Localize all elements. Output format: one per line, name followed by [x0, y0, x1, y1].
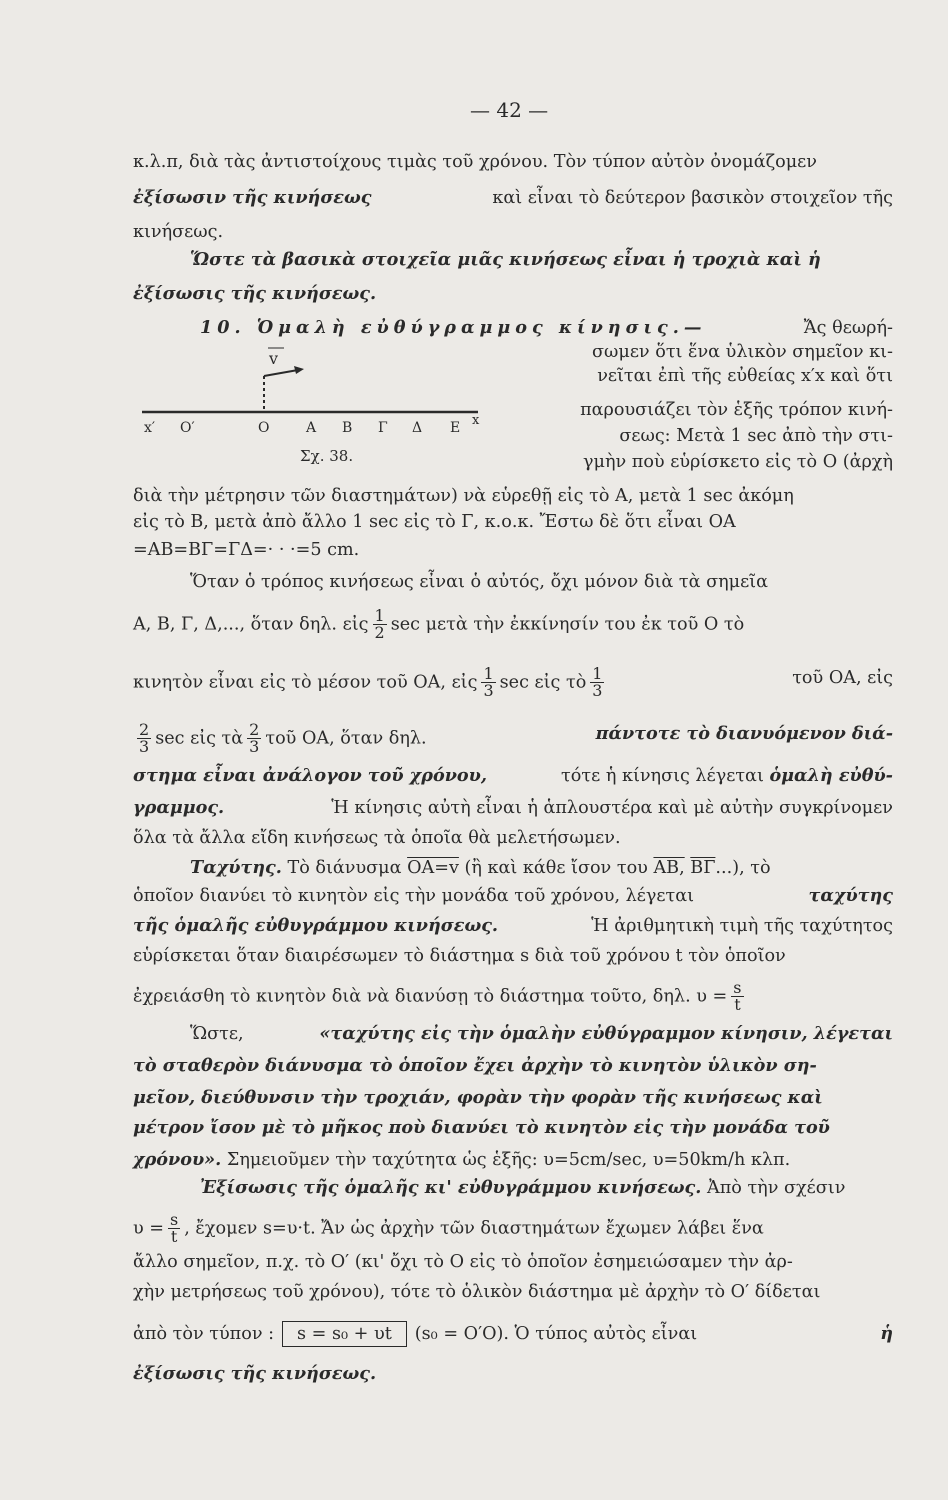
text-line: χρόνου». Σημειοῦμεν τὴν ταχύτητα ὡς ἑξῆς: υ=5cm/sec, υ=50km/h κλπ.: [133, 1149, 791, 1170]
label-B: Β: [342, 420, 353, 436]
label-O-prime: Ο′: [180, 420, 195, 436]
text-line: μέτρον ἴσον μὲ τὸ μῆκος ποὺ διανύει τὸ κινητὸν εἰς τὴν μονάδα τοῦ: [133, 1117, 830, 1138]
text-line: υ = $\frac{s}{t}$ , ἔχομεν s=υ·t. Ἄν ὡς ἀρχὴν τῶν διαστημάτων ἔχωμεν λάβει ἕνα: [133, 1210, 764, 1246]
label-x: x: [472, 413, 480, 428]
text-line: σωμεν ὅτι ἕνα ὑλικὸν σημεῖον κι-: [592, 342, 893, 362]
text-line: γμὴν ποὺ εὑρίσκετο εἰς τὸ Ο (ἀρχὴ: [583, 452, 893, 472]
label-x-prime: x′: [144, 420, 156, 436]
text-line: εἰς τὸ Β, μετὰ ἀπὸ ἄλλο 1 sec εἰς τὸ Γ, κ.ο.κ. Ἔστω δὲ ὅτι εἶναι ΟΑ: [133, 512, 736, 532]
text-line: Ἐξίσωσις τῆς ὁμαλῆς κι' εὐθυγράμμου κινήσεως. Ἀπὸ τὴν σχέσιν: [200, 1177, 846, 1198]
text-line: =ΑΒ=ΒΓ=ΓΔ=· · ·=5 cm.: [133, 540, 360, 560]
text-line: διὰ τὴν μέτρησιν τῶν διαστημάτων) νὰ εὑρεθῇ εἰς τὸ Α, μετὰ 1 sec ἀκόμη: [133, 486, 794, 506]
text-line: ἐξίσωσιν τῆς κινήσεως καὶ εἶναι τὸ δεύτερον βασικὸν στοιχεῖον τῆς: [133, 187, 893, 208]
text-line: ἀπὸ τὸν τύπον : s = s₀ + υt (s₀ = Ο′Ο). Ὁ τύπος αὐτὸς εἶναι ἡ: [133, 1322, 893, 1346]
text-line: τὸ σταθερὸν διάνυσμα τὸ ὁποῖον ἔχει ἀρχὴν τὸ κινητὸν ὑλικὸν ση-: [133, 1055, 817, 1076]
label-G: Γ: [378, 420, 388, 436]
text-line: παρουσιάζει τὸν ἑξῆς τρόπον κινή-: [580, 400, 893, 420]
text-line: ἐχρειάσθη τὸ κινητὸν διὰ νὰ διανύσῃ τὸ διάστημα τοῦτο, δηλ. υ = $\frac{s}{t}$: [133, 978, 742, 1014]
text-line: τῆς ὁμαλῆς εὐθυγράμμου κινήσεως. Ἡ ἀριθμητικὴ τιμὴ τῆς ταχύτητος: [133, 915, 893, 936]
velocity-vector: [264, 370, 298, 376]
figure-caption: Σχ. 38.: [300, 447, 354, 465]
text-line: χὴν μετρήσεως τοῦ χρόνου), τότε τὸ ὁλικὸν διάστημα μὲ ἀρχὴν τὸ Ο′ δίδεται: [133, 1282, 821, 1302]
text-line: γραμμος. Ἡ κίνησις αὐτὴ εἶναι ἡ ἁπλουστέρα καὶ μὲ αὐτὴν συγκρίνομεν: [133, 797, 893, 818]
text-line: Α, Β, Γ, Δ,..., ὅταν δηλ. εἰς $\frac{1}{2}$ sec μετὰ τὴν ἐκκίνησίν του ἐκ τοῦ Ο τὸ: [133, 606, 745, 642]
text-line: $\frac{2}{3}$ sec εἰς τὰ $\frac{2}{3}$ τοῦ ΟΑ, ὅταν δηλ. πάντοτε τὸ διανυόμενον διά-: [139, 720, 893, 756]
label-D: Δ: [412, 420, 423, 436]
text-line: ὁποῖον διανύει τὸ κινητὸν εἰς τὴν μονάδα τοῦ χρόνου, λέγεται ταχύτης: [133, 885, 893, 906]
page-number: — 42 —: [470, 98, 549, 122]
vector-label: v: [269, 349, 279, 368]
formula-box: s = s₀ + υt: [282, 1321, 407, 1347]
text-line: εὑρίσκεται ὅταν διαιρέσωμεν τὸ διάστημα s διὰ τοῦ χρόνου t τὸν ὁποῖον: [133, 946, 786, 966]
text-line: μεῖον, διεύθυνσιν τὴν τροχιάν, φορὰν τὴν φορὰν τῆς κινήσεως καὶ: [133, 1087, 823, 1108]
text-line: Ἄς θεωρή-: [803, 318, 893, 338]
text-line: ἐξίσωσις τῆς κινήσεως.: [133, 283, 377, 304]
text-line: Ταχύτης. Τὸ διάνυσμα ΟΑ=v (ἢ καὶ κάθε ἴσον του ΑΒ, $\overline{B\Gamma}$...), τὸ: [190, 857, 771, 878]
text-line: νεῖται ἐπὶ τῆς εὐθείας x′x καὶ ὅτι: [597, 366, 893, 386]
text-line: ἐξίσωσις τῆς κινήσεως.: [133, 1363, 377, 1384]
section-heading: 10. Ὁμαλὴ εὐθύγραμμος κίνησις.—: [200, 317, 707, 338]
text-line: ἄλλο σημεῖον, π.χ. τὸ Ο′ (κι' ὄχι τὸ Ο εἰς τὸ ὁποῖον ἐσημειώσαμεν τὴν ἀρ-: [133, 1252, 793, 1272]
text-line: Ὅταν ὁ τρόπος κινήσεως εἶναι ὁ αὐτός, ὄχι μόνον διὰ τὰ σημεῖα: [190, 572, 768, 592]
text-line: σεως: Μετὰ 1 sec ἀπὸ τὴν στι-: [619, 426, 893, 446]
text-line: στημα εἶναι ἀνάλογον τοῦ χρόνου, τότε ἡ κίνησις λέγεται ὁμαλὴ εὐθύ-: [133, 765, 893, 786]
text-line: κινητὸν εἶναι εἰς τὸ μέσον τοῦ ΟΑ, εἰς $\frac{1}{3}$ sec εἰς τὸ $\frac{1}{3}$ τοῦ ΟΑ, εἰς: [133, 664, 893, 700]
label-O: Ο: [258, 420, 270, 436]
text-line: ὅλα τὰ ἄλλα εἴδη κινήσεως τὰ ὁποῖα θὰ μελετήσωμεν.: [133, 828, 621, 848]
label-A: Α: [306, 420, 317, 436]
label-E: Ε: [450, 420, 461, 436]
figure-38-line-diagram: [128, 340, 508, 440]
text-line: Ὥστε, «ταχύτης εἰς τὴν ὁμαλὴν εὐθύγραμμον κίνησιν, λέγεται: [190, 1023, 893, 1044]
text-line: κ.λ.π, διὰ τὰς ἀντιστοίχους τιμὰς τοῦ χρόνου. Τὸν τύπον αὐτὸν ὀνομάζομεν: [133, 152, 817, 172]
text-line: Ὥστε τὰ βασικὰ στοιχεῖα μιᾶς κινήσεως εἶναι ἡ τροχιὰ καὶ ἡ: [190, 249, 821, 270]
vector-arrowhead: [294, 366, 304, 374]
text-line: κινήσεως.: [133, 222, 224, 242]
